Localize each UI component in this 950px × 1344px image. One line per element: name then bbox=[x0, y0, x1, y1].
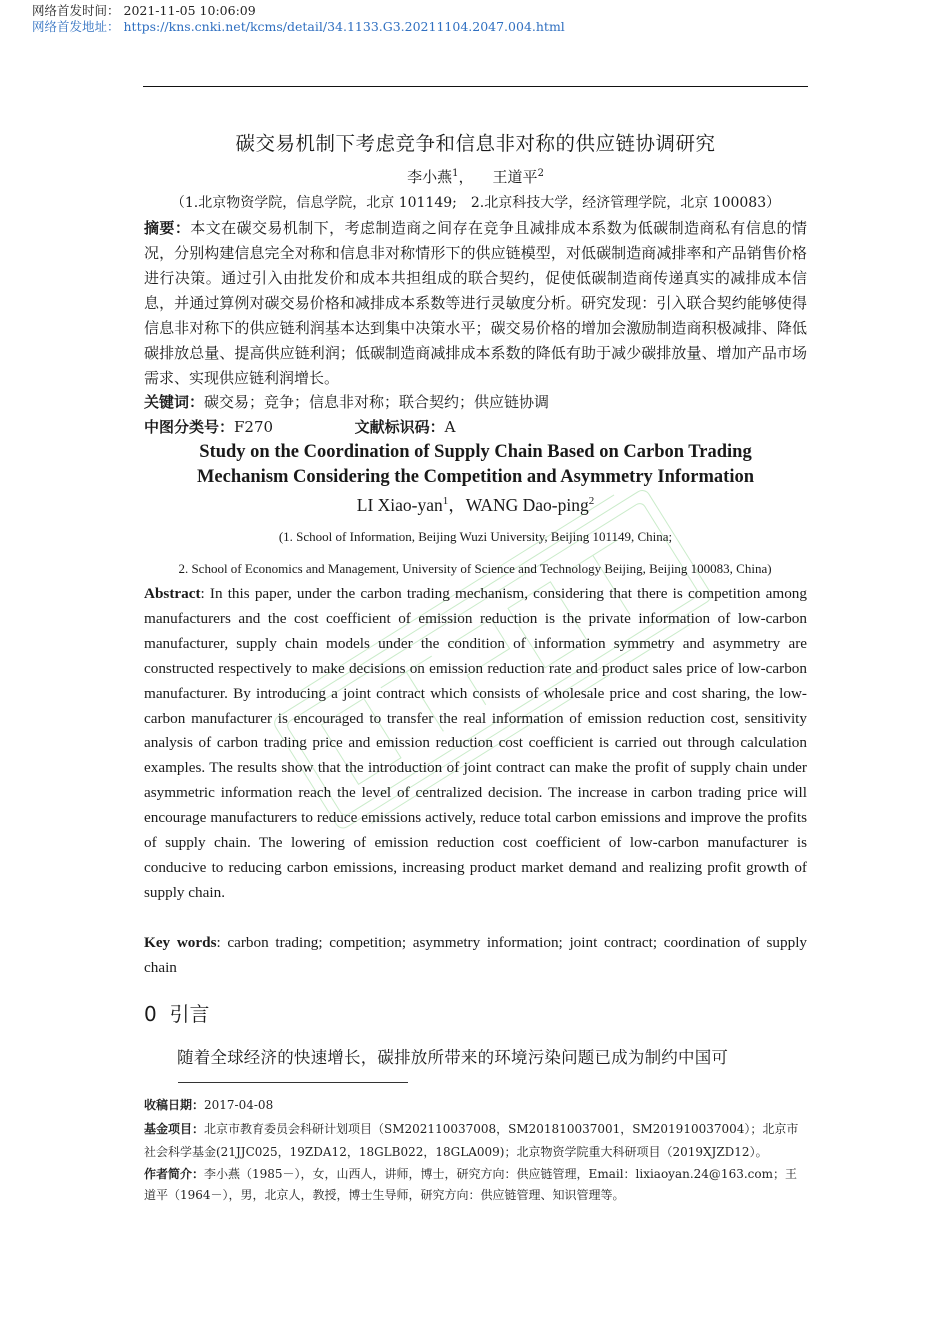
en-author-sep: ， bbox=[448, 495, 466, 515]
footnote-received bbox=[144, 1094, 807, 1117]
cn-keywords-label: 关键词： bbox=[144, 393, 205, 411]
footnote-author bbox=[144, 1164, 807, 1206]
clc-value: F270 bbox=[234, 418, 274, 436]
received-date: 2017-04-08 bbox=[204, 1098, 274, 1112]
cn-abstract-label: 摘要： bbox=[144, 219, 191, 237]
section-number: 0 bbox=[144, 1002, 157, 1026]
cn-title: 碳交易机制下考虑竞争和信息非对称的供应链协调研究 bbox=[235, 132, 716, 155]
section-title: 引言 bbox=[169, 1002, 210, 1026]
en-authors bbox=[144, 492, 807, 517]
en-author-2: WANG Dao-ping bbox=[465, 495, 589, 515]
doc-code-label: 文献标识码： bbox=[354, 418, 445, 436]
en-author-1: LI Xiao-yan bbox=[356, 495, 443, 515]
fund-label: 基金项目： bbox=[144, 1122, 205, 1136]
intro-paragraph: 随着全球经济的快速增长，碳排放所带来的环境污染问题已成为制约中国可 bbox=[177, 1048, 729, 1067]
en-keywords-text: : carbon trading; competition; asymmetry information; joint contract; coordination of supply chain bbox=[144, 934, 808, 976]
cn-classification bbox=[144, 415, 807, 440]
en-affiliation-2: 2. School of Economics and Management, University of Science and Technology Beijing, Beijing 100083, China) bbox=[178, 561, 772, 576]
en-affiliation-1: (1. School of Information, Beijing Wuzi University, Beijing 101149, China; bbox=[278, 529, 673, 544]
author-info-label: 作者简介： bbox=[144, 1167, 205, 1181]
cn-authors bbox=[144, 166, 807, 187]
en-abstract bbox=[144, 582, 807, 906]
en-keywords bbox=[144, 931, 807, 981]
publish-url-label: 网络首发地址： bbox=[32, 19, 120, 34]
cn-author-2-sup: 2 bbox=[537, 168, 544, 179]
fund-text: 北京市教育委员会科研计划项目（SM202110037008，SM201810037001，SM201910037004）；北京市社会科学基金(21JJC025，19ZDA12，18GLB022，18GLA009)；北京物资学院重大科研项目（2019XJZD12）。 bbox=[144, 1122, 799, 1159]
en-keywords-label: Key words bbox=[144, 934, 217, 951]
author-info-text: 李小燕（1985－），女，山西人，讲师，博士，研究方向：供应链管理，Email：lixiaoyan.24@163.com；王道平（1964－），男，北京人，教授，博士生导师，研究方向：供应链管理、知识管理等。 bbox=[144, 1167, 797, 1202]
cn-author-2: 王道平 bbox=[492, 168, 538, 186]
cn-author-1-sup: 1 bbox=[452, 168, 459, 179]
en-title-line-2: Mechanism Considering the Competition and Asymmetry Information bbox=[196, 467, 755, 487]
footnote-fund bbox=[144, 1118, 807, 1164]
en-title-line-1: Study on the Coordination of Supply Chain Based on Carbon Trading bbox=[199, 442, 752, 462]
cn-author-sep: ， bbox=[458, 168, 474, 186]
publish-time bbox=[32, 3, 256, 19]
en-title bbox=[144, 440, 807, 490]
doc-code-value: A bbox=[444, 418, 456, 436]
cn-affiliation: （1.北京物资学院，信息学院，北京 101149; 2.北京科技大学，经济管理学院，北京 100083） bbox=[170, 195, 781, 211]
publish-time-value: 2021-11-05 10:06:09 bbox=[123, 3, 256, 18]
publish-url-link[interactable]: https://kns.cnki.net/kcms/detail/34.1133.G3.20211104.2047.004.html bbox=[123, 19, 565, 34]
cn-keywords bbox=[144, 390, 807, 415]
received-label: 收稿日期： bbox=[144, 1098, 205, 1112]
footnote-rule bbox=[178, 1082, 408, 1083]
section-heading bbox=[144, 998, 807, 1027]
publish-url bbox=[32, 19, 565, 35]
cn-keywords-text: 碳交易；竞争；信息非对称；联合契约；供应链协调 bbox=[204, 393, 550, 411]
cn-abstract bbox=[144, 216, 807, 391]
cn-abstract-text: 本文在碳交易机制下，考虑制造商之间存在竞争且减排成本系数为低碳制造商私有信息的情况，分别构建信息完全对称和信息非对称情形下的供应链模型，对低碳制造商减排率和产品销售价格进行决策。通过引入由批发价和成本共担组成的联合契约，促使低碳制造商传递真实的减排成本信息，并通过算例对碳交易价格和减排成本系数等进行灵敏度分析。研究发现：引入联合契约能够使得信息非对称下的供应链利润基本达到集中决策水平；碳交易价格的增加会激励制造商积极减排、降低碳排放总量、提高供应链利润；低碳制造商减排成本系数的降低有助于减少碳排放量、增加产品市场需求、实现供应链利润增长。 bbox=[144, 219, 807, 387]
en-author-2-sup: 2 bbox=[588, 495, 595, 508]
header-rule bbox=[143, 86, 808, 87]
en-abstract-label: Abstract bbox=[144, 585, 201, 602]
en-abstract-text: : In this paper, under the carbon trading mechanism, considering that there is competition among manufacturers and the cost coefficient of emission reduction is the private information of low-carbon manufacturer, supply chain models under the condition of information symmetry and asymmetry are constructed respectively to make decisions on emission reduction rate and product sales price of low-carbon manufacturer. By introducing a joint contract which consists of wholesale price and cost sharing, the low-carbon manufacturer is encouraged to transfer the real information of emission reduction cost, sensitivity analysis of carbon trading price and emission reduction cost coefficient is carried out through calculation examples. The results show that the introduction of joint contract can make the profit of supply chain under asymmetric information reach the level of centralized decision. The increase in carbon trading price will encourage manufacturers to reduce emissions actively, reduce total carbon emissions and improve the profits of supply chain. The lowering of emission reduction cost coefficient of low-carbon manufacturer is conducive to reducing carbon emissions, increasing product market demand and realizing profit growth of supply chain. bbox=[144, 585, 807, 901]
en-author-1-sup: 1 bbox=[442, 495, 449, 508]
clc-label: 中图分类号： bbox=[144, 418, 235, 436]
publish-time-label: 网络首发时间： bbox=[32, 3, 120, 18]
cn-author-1: 李小燕 bbox=[407, 168, 453, 186]
